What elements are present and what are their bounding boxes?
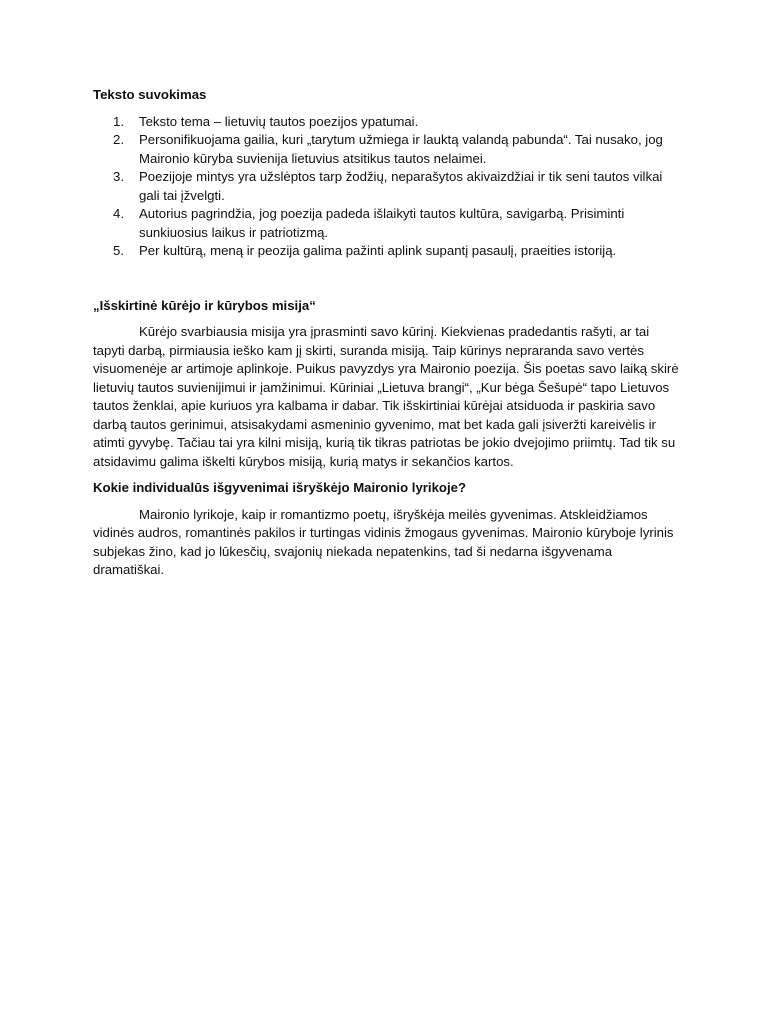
mission-paragraph: Kūrėjo svarbiausia misija yra įprasminti savo kūrinį. Kiekvienas pradedantis rašyti, ar tai tapyti darbą, pirmiausia ieško kam jį skirti, suranda misiją. Taip kūrinys nepraranda savo vertės visuomenėje ar artimoje aplinkoje. Puikus pavyzdys yra Maironio poezija. Šis poetas savo laiką skirė lietuvių tautos suvienijimui ir įamžinimui. Kūriniai „Lietuva brangi“, „Kur bėga Šešupė“ tapo Lietuvos tautos ženklai, apie kuriuos yra kalbama ir dabar. Tik išskirtiniai kūrėjai atsiduoda ir paskiria savo darbą tautos gerinimui, atsisakydami asmeninio gyvenimo, mat bet kada gali įsiveržti kareivėlis ir atimti gyvybę. Tačiau tai yra kilni misiją, kurią tik tikras patriotas be jokio dvejojimo priimtų. Tad tik su atsidavimu galima iškelti kūrybos misiją, kurią matys ir sekančios kartos. — [93, 324, 679, 469]
section-heading-experiences: Kokie individualūs išgyvenimai išryškėjo Maironio lyrikoje? — [93, 480, 467, 495]
section-heading-mission: „Išskirtinė kūrėjo ir kūrybos misija“ — [93, 297, 316, 313]
comprehension-list — [93, 113, 683, 261]
list-number: 1. — [113, 113, 124, 129]
list-item-text: Personifikuojama gailia, kuri „tarytum užmiega ir lauktą valandą pabunda“. Tai nusako, jog Maironio kūryba suvienija lietuvius atsitikus tautos nelaimei. — [139, 132, 663, 166]
list-item — [93, 113, 683, 132]
list-item — [93, 131, 683, 168]
list-number: 2. — [113, 132, 124, 147]
list-item-text: Autorius pagrindžia, jog poezija padeda išlaikyti tautos kultūra, savigarbą. Prisiminti sunkiuosius laikus ir patriotizmą. — [139, 206, 625, 240]
section-heading-text-comprehension: Teksto suvokimas — [93, 87, 207, 102]
list-item — [93, 242, 683, 261]
experiences-paragraph: Maironio lyrikoje, kaip ir romantizmo poetų, išryškėja meilės gyvenimas. Atskleidžiamos vidinės audros, romantinės pakilos ir turtingas vidinis žmogaus gyvenimas. Maironio kūryboje lyrinis subjekas žino, kad jo lūkesčių, svajonių niekada nepatenkins, tad ši nedarna išgyvenama dramatiškai. — [93, 506, 674, 577]
list-item-text: Teksto tema – lietuvių tautos poezijos ypatumai. — [139, 113, 419, 129]
list-number: 4. — [113, 206, 124, 221]
list-item-text: Per kultūrą, meną ir peozija galima pažinti aplink supantį pasaulį, praeities istoriją. — [139, 243, 617, 258]
list-number: 5. — [113, 243, 124, 258]
list-item — [93, 168, 683, 205]
list-item — [93, 205, 683, 242]
list-item-text: Poezijoje mintys yra užslėptos tarp žodžių, neparašytos akivaizdžiai ir tik seni tautos vilkai gali tai įžvelgti. — [139, 169, 663, 203]
list-number: 3. — [113, 169, 124, 184]
document-page — [93, 86, 683, 580]
